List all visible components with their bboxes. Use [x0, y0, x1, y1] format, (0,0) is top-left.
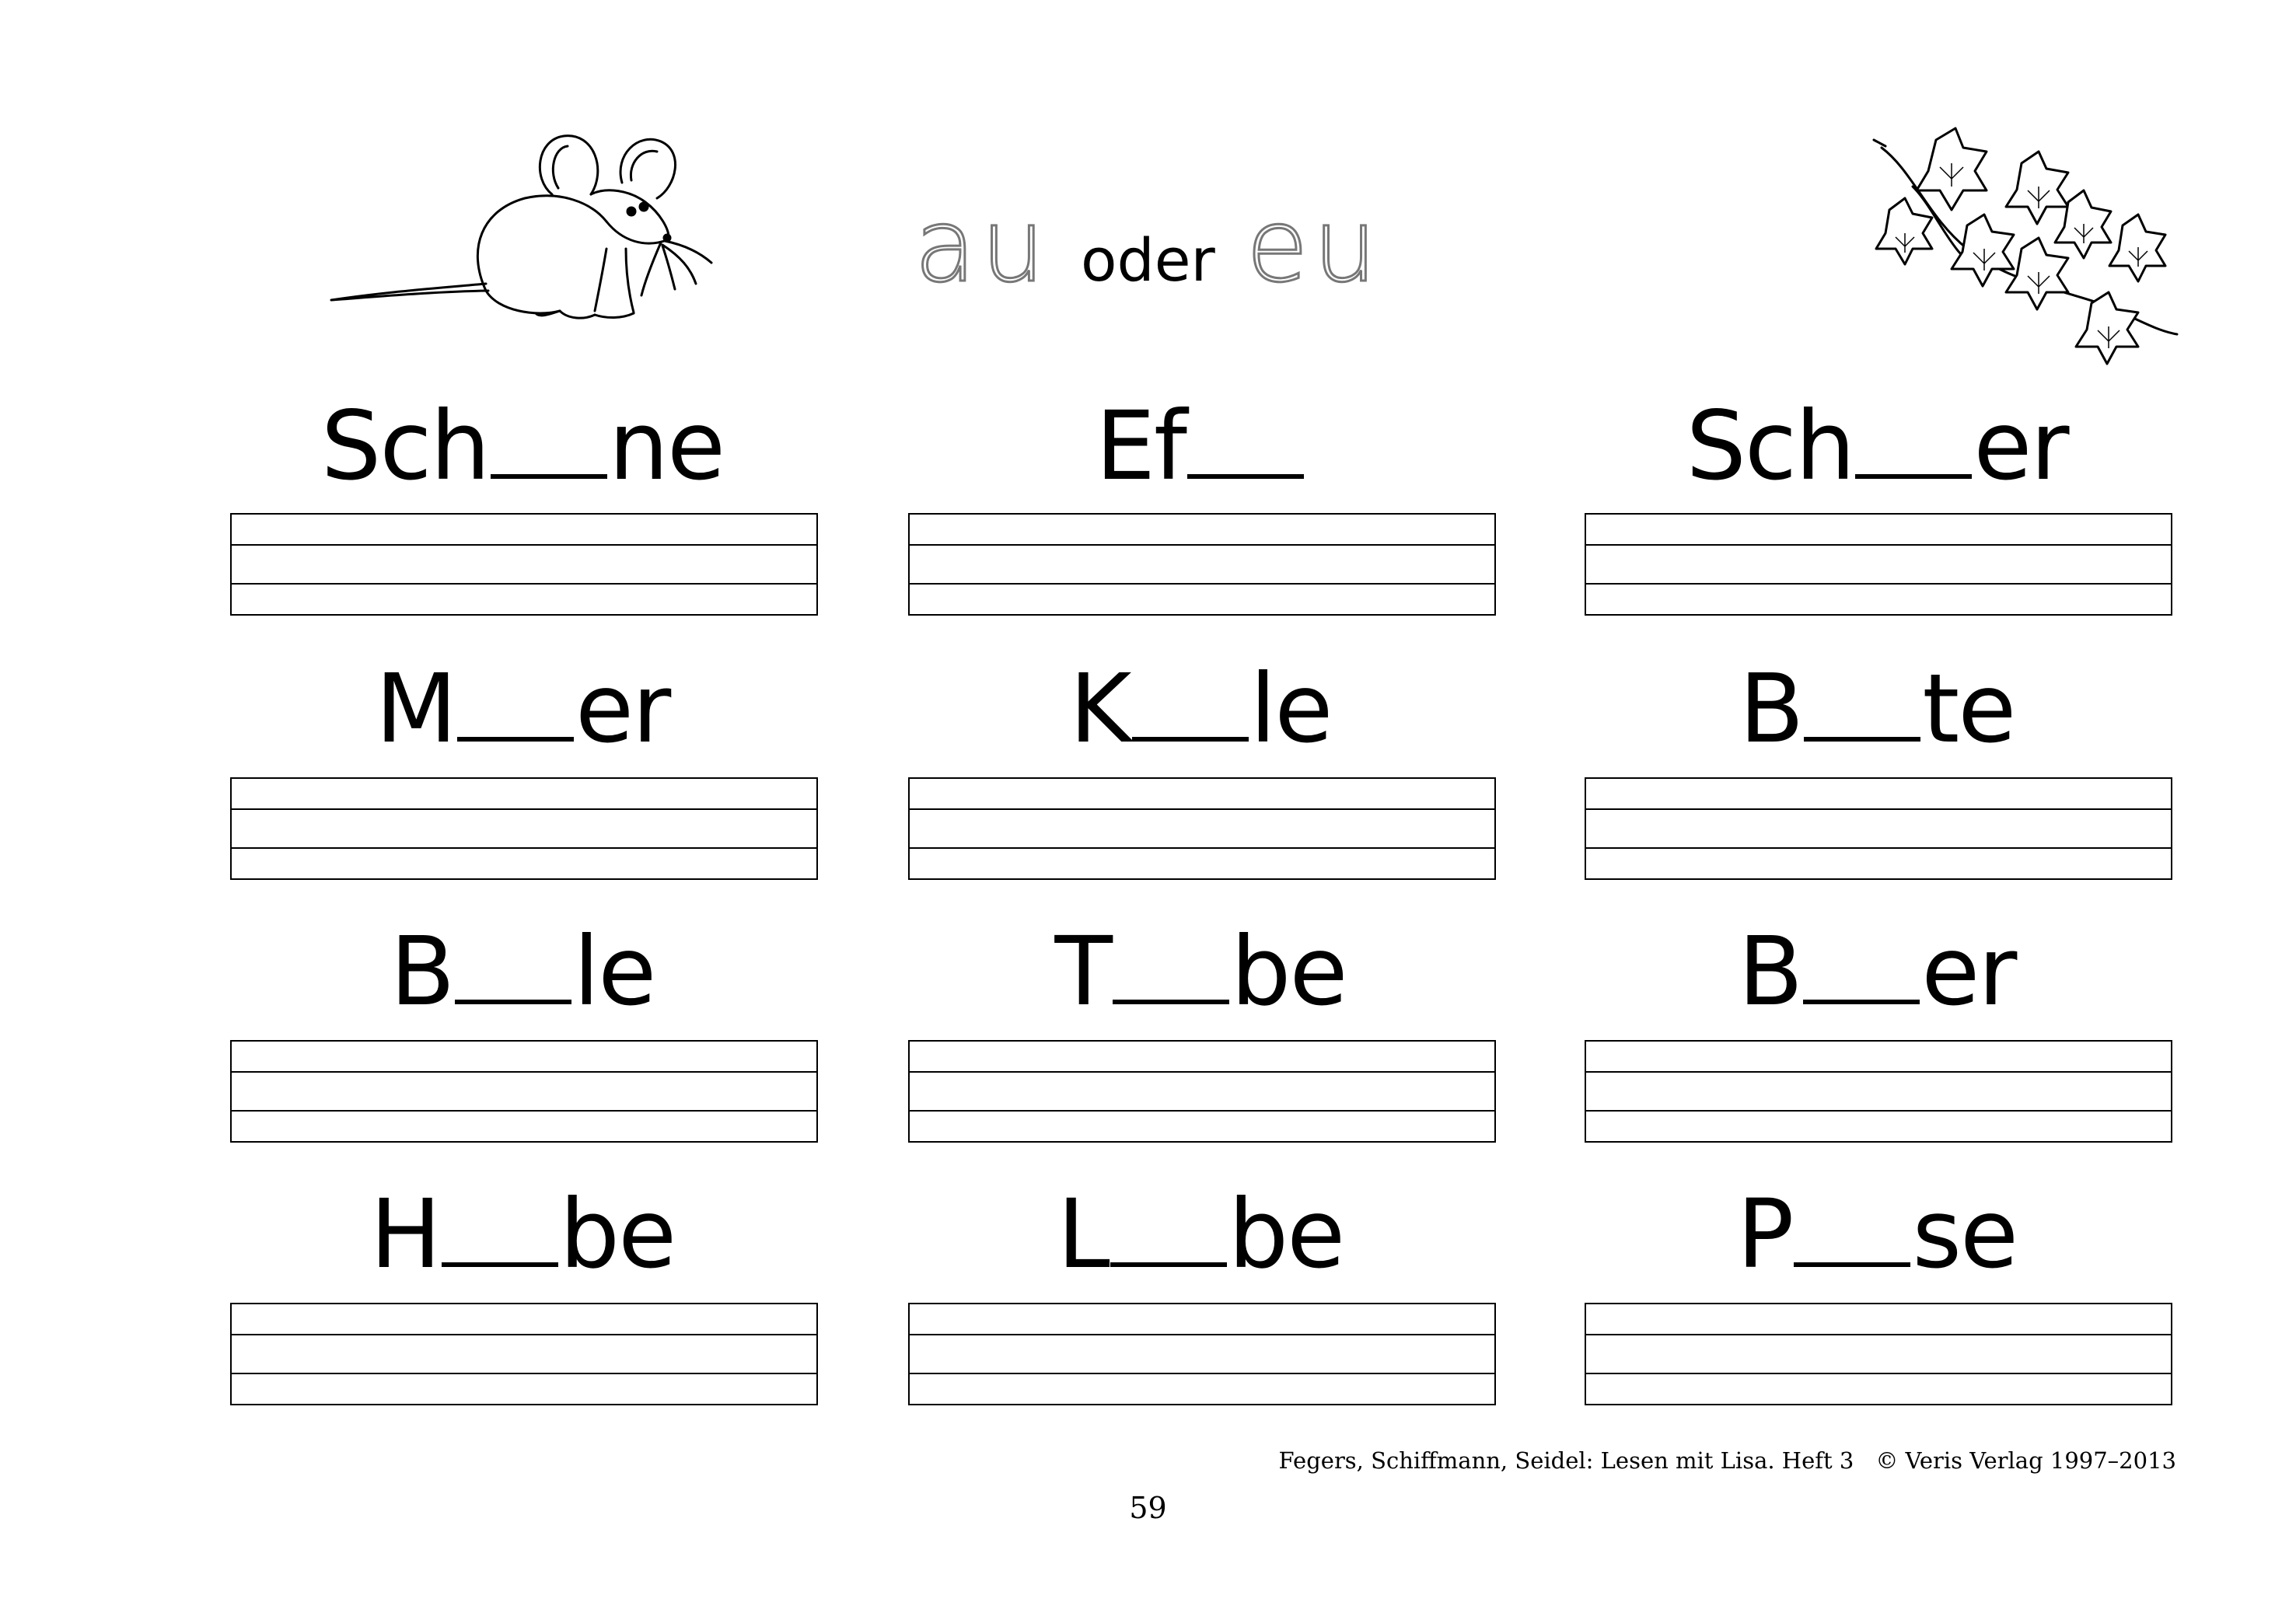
word-prefix: Sch [1686, 391, 1854, 501]
blank-gap[interactable] [455, 1000, 571, 1004]
word-item [905, 654, 1496, 763]
writing-lines[interactable] [230, 513, 818, 616]
word-prefix: T [1054, 916, 1112, 1027]
writing-lines[interactable] [908, 777, 1496, 880]
word-item [905, 392, 1496, 501]
footer-citation [1279, 1447, 2176, 1474]
citation-text: Fegers, Schiffmann, Seidel: Lesen mit Lisa. Heft 3 [1278, 1447, 1854, 1474]
word-suffix: le [1249, 654, 1332, 764]
word-prefix: Ef [1095, 391, 1186, 501]
blank-gap[interactable] [1110, 1262, 1227, 1267]
word-suffix: be [1231, 916, 1347, 1027]
page-number: 59 [1129, 1491, 1167, 1525]
blank-gap[interactable] [1794, 1262, 1910, 1267]
word-prefix: B [390, 916, 454, 1027]
blank-gap[interactable] [442, 1262, 558, 1267]
word-suffix: er [575, 654, 670, 764]
word-item [227, 654, 818, 763]
writing-lines[interactable] [908, 1303, 1496, 1405]
blank-gap[interactable] [1113, 1000, 1229, 1004]
heading-option-eu: eu [1246, 187, 1382, 305]
word-item [1581, 654, 2172, 763]
copyright-text: © Veris Verlag 1997–2013 [1875, 1447, 2176, 1474]
word-prefix: M [375, 654, 456, 764]
word-prefix: B [1738, 916, 1802, 1027]
word-suffix: le [573, 916, 655, 1027]
heading-option-au: au [914, 187, 1050, 305]
blank-gap[interactable] [491, 474, 607, 479]
writing-lines[interactable] [230, 1040, 818, 1143]
word-item [227, 1180, 818, 1289]
word-suffix: be [1228, 1179, 1344, 1290]
word-prefix: L [1057, 1179, 1109, 1290]
writing-lines[interactable] [908, 1040, 1496, 1143]
word-prefix: P [1736, 1179, 1793, 1290]
writing-lines[interactable] [1585, 1040, 2172, 1143]
word-item [905, 1180, 1496, 1289]
word-item [1581, 1180, 2172, 1289]
word-item [1581, 392, 2172, 501]
word-prefix: Sch [320, 391, 489, 501]
writing-lines[interactable] [1585, 513, 2172, 616]
writing-lines[interactable] [230, 777, 818, 880]
writing-lines[interactable] [908, 513, 1496, 616]
word-suffix: ne [608, 391, 725, 501]
word-prefix: H [369, 1179, 440, 1290]
word-suffix: er [1921, 916, 2016, 1027]
writing-lines[interactable] [230, 1303, 818, 1405]
word-prefix: K [1069, 654, 1131, 764]
word-suffix: er [1973, 391, 2068, 501]
blank-gap[interactable] [457, 737, 574, 742]
word-item [1581, 917, 2172, 1026]
writing-lines[interactable] [1585, 777, 2172, 880]
blank-gap[interactable] [1132, 737, 1249, 742]
heading-connector: oder [1080, 225, 1215, 295]
word-suffix: se [1912, 1179, 2018, 1290]
blank-gap[interactable] [1804, 737, 1920, 742]
word-item [227, 392, 818, 501]
blank-gap[interactable] [1855, 474, 1972, 479]
word-prefix: B [1739, 654, 1803, 764]
word-suffix: be [559, 1179, 676, 1290]
word-item [905, 917, 1496, 1026]
exercise-heading [0, 187, 2296, 305]
word-item [227, 917, 818, 1026]
writing-lines[interactable] [1585, 1303, 2172, 1405]
blank-gap[interactable] [1187, 474, 1304, 479]
blank-gap[interactable] [1803, 1000, 1920, 1004]
word-suffix: te [1922, 654, 2015, 764]
